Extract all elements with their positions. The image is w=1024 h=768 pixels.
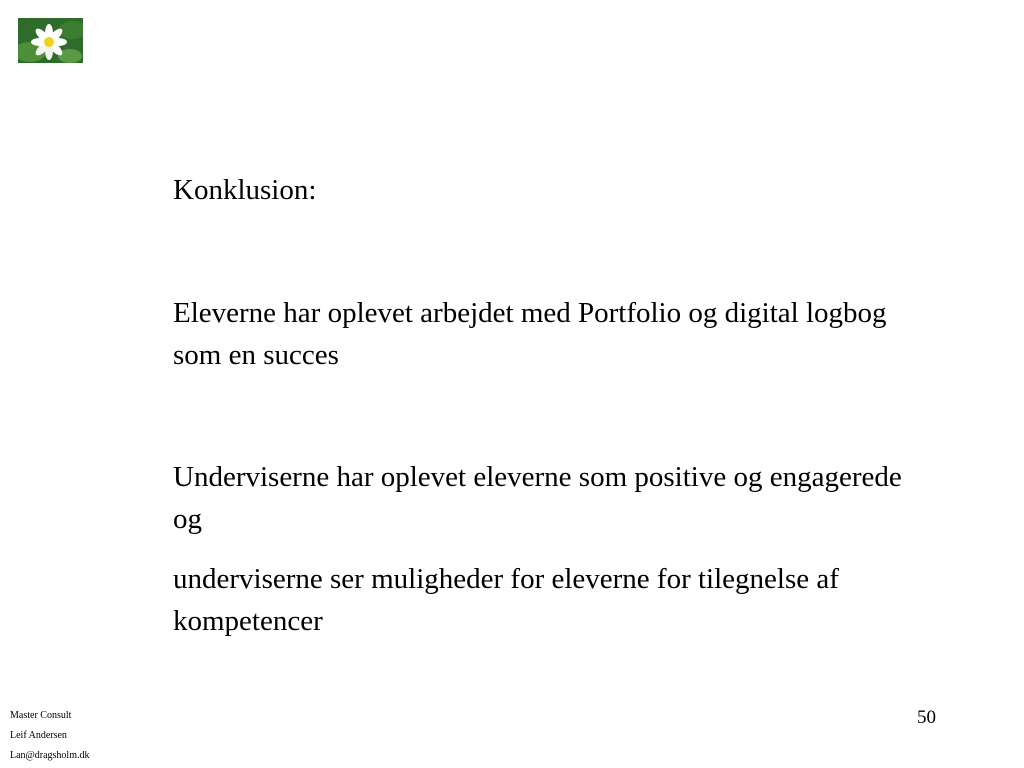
slide-heading: Konklusion: xyxy=(173,174,317,206)
water-lily-logo-icon xyxy=(18,18,83,63)
footer-company: Master Consult xyxy=(10,710,72,721)
footer-email: Lan@dragsholm.dk xyxy=(10,750,90,761)
footer xyxy=(10,706,89,766)
paragraph-students: Eleverne har oplevet arbejdet med Portfolio og digital logbog som en succes xyxy=(173,297,887,371)
paragraph-teachers: Underviserne har oplevet eleverne som positive og engagerede og xyxy=(173,461,902,535)
page-number: 50 xyxy=(917,707,936,728)
footer-author: Leif Andersen xyxy=(10,730,67,741)
paragraph-opportunities: underviserne ser muligheder for eleverne for tilegnelse af kompetencer xyxy=(173,563,839,637)
